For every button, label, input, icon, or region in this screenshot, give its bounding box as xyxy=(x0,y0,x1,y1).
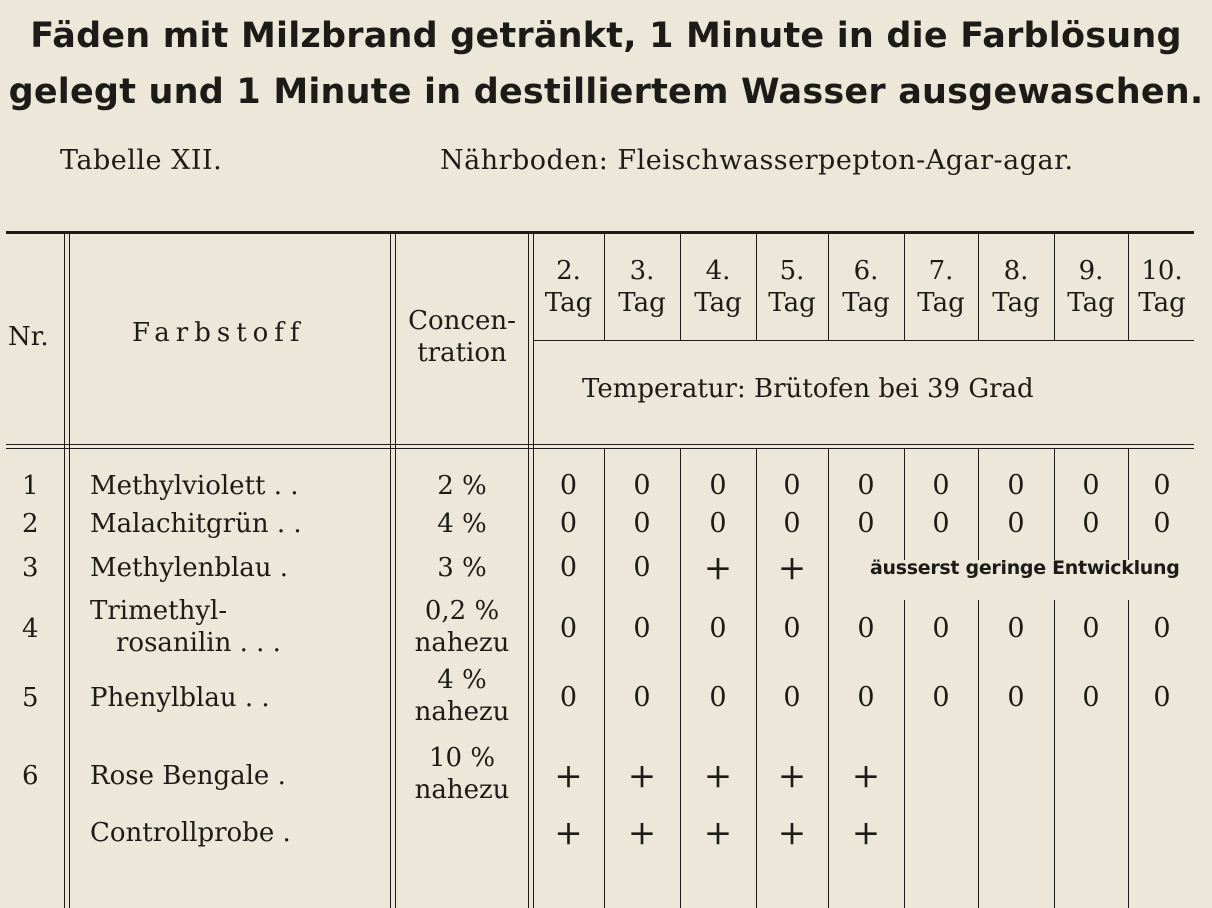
result-cell: 0 xyxy=(857,613,875,644)
col-divider xyxy=(1054,448,1055,560)
col-divider xyxy=(828,234,829,340)
header-dye: Farbstoff xyxy=(132,318,306,348)
top-rule xyxy=(6,231,1194,234)
medium-label: Nährboden: Fleischwasserpepton-Agar-agar. xyxy=(440,145,1074,176)
day-tag: Tag xyxy=(618,288,666,318)
header-nr: Nr. xyxy=(8,322,49,352)
result-cell: 0 xyxy=(1007,613,1025,644)
col-divider xyxy=(904,600,905,908)
result-cell: 0 xyxy=(709,470,727,501)
result-cell: 0 xyxy=(857,682,875,713)
col-divider xyxy=(390,234,391,908)
dye-name: Rose Bengale . xyxy=(90,761,286,791)
day-number: 7. xyxy=(928,256,954,286)
day-number: 2. xyxy=(556,256,581,286)
result-cell: + xyxy=(703,756,733,796)
concentration: 3 % xyxy=(437,553,487,583)
result-cell: 0 xyxy=(633,552,651,583)
dye-name: Methylenblau . xyxy=(90,553,289,583)
day-tag: Tag xyxy=(1138,288,1186,318)
result-cell: 0 xyxy=(1082,470,1100,501)
result-cell: 0 xyxy=(1082,682,1100,713)
result-cell: + xyxy=(777,813,807,853)
result-cell: 0 xyxy=(857,508,875,539)
day-tag: Tag xyxy=(842,288,890,318)
result-cell: 0 xyxy=(783,470,801,501)
concentration-note: nahezu xyxy=(414,628,510,658)
result-cell: 0 xyxy=(932,470,950,501)
day-number: 8. xyxy=(1003,256,1029,286)
row-number: 2 xyxy=(22,509,39,539)
result-cell: + xyxy=(554,756,583,796)
result-cell: 0 xyxy=(559,470,578,501)
dye-name: Methylviolett . . xyxy=(90,471,299,501)
row-number: 3 xyxy=(22,553,39,583)
header-rule-2 xyxy=(6,448,1194,449)
concentration: 4 % xyxy=(437,509,487,539)
col-divider xyxy=(1054,600,1055,908)
concentration-note: nahezu xyxy=(414,775,510,805)
result-cell: 0 xyxy=(559,552,578,583)
result-cell: 0 xyxy=(709,682,727,713)
result-cell: + xyxy=(627,756,657,796)
result-cell: 0 xyxy=(1082,508,1100,539)
result-cell: + xyxy=(851,756,881,796)
day-number: 6. xyxy=(853,256,879,286)
concentration: 4 % xyxy=(437,665,487,695)
col-divider xyxy=(978,600,979,908)
col-divider xyxy=(1128,600,1129,908)
dye-name: Trimethyl- xyxy=(90,596,228,626)
col-divider xyxy=(69,234,70,908)
col-divider xyxy=(1054,234,1055,340)
result-cell: 0 xyxy=(857,470,875,501)
row-number: 1 xyxy=(22,471,39,501)
day-number: 5. xyxy=(779,256,805,286)
col-divider xyxy=(604,234,605,340)
col-divider xyxy=(756,234,757,340)
concentration: 0,2 % xyxy=(424,596,500,626)
result-cell: 0 xyxy=(559,508,578,539)
col-divider xyxy=(64,234,65,908)
result-cell: 0 xyxy=(1153,508,1171,539)
day-tag: Tag xyxy=(768,288,816,318)
result-cell: 0 xyxy=(709,613,727,644)
result-note: äusserst geringe Entwicklung xyxy=(870,557,1180,579)
header-temperature: Temperatur: Brütofen bei 39 Grad xyxy=(582,374,1034,404)
result-cell: + xyxy=(703,548,733,588)
row-number: 6 xyxy=(22,761,39,791)
header-conc-1: Concen- xyxy=(408,306,516,336)
result-cell: 0 xyxy=(1153,613,1171,644)
result-cell: 0 xyxy=(709,508,727,539)
day-number: 9. xyxy=(1078,256,1104,286)
col-divider xyxy=(904,448,905,560)
header-conc-2: tration xyxy=(417,338,507,368)
result-cell: + xyxy=(627,813,657,853)
result-cell: 0 xyxy=(559,682,578,713)
result-cell: 0 xyxy=(1153,682,1171,713)
result-cell: 0 xyxy=(783,508,801,539)
col-divider xyxy=(528,234,529,908)
day-tag: Tag xyxy=(1067,288,1115,318)
dye-name: Controllprobe . xyxy=(90,818,291,848)
day-number: 4. xyxy=(705,256,731,286)
result-cell: 0 xyxy=(559,613,578,644)
concentration: 10 % xyxy=(428,743,496,773)
result-cell: 0 xyxy=(1007,470,1025,501)
concentration: 2 % xyxy=(437,471,487,501)
col-divider xyxy=(904,234,905,340)
result-cell: 0 xyxy=(633,613,651,644)
dye-name: Malachitgrün . . xyxy=(90,509,302,539)
result-cell: 0 xyxy=(633,470,651,501)
dye-name: rosanilin . . . xyxy=(116,628,281,658)
result-cell: + xyxy=(777,756,807,796)
result-cell: 0 xyxy=(783,682,801,713)
result-cell: + xyxy=(851,813,881,853)
table-label: Tabelle XII. xyxy=(60,145,223,176)
day-tag: Tag xyxy=(917,288,965,318)
day-header-rule xyxy=(533,340,1194,341)
dye-name: Phenylblau . . xyxy=(90,683,270,713)
day-tag: Tag xyxy=(544,288,593,318)
result-cell: 0 xyxy=(932,508,950,539)
day-number: 3. xyxy=(629,256,655,286)
col-divider xyxy=(680,234,681,340)
col-divider xyxy=(978,234,979,340)
result-cell: 0 xyxy=(1153,470,1171,501)
row-number: 4 xyxy=(22,614,39,644)
day-tag: Tag xyxy=(694,288,742,318)
result-cell: + xyxy=(777,548,807,588)
result-cell: 0 xyxy=(633,682,651,713)
day-number: 10. xyxy=(1141,256,1183,286)
result-cell: + xyxy=(554,813,583,853)
header-rule-1 xyxy=(6,444,1194,445)
result-cell: 0 xyxy=(633,508,651,539)
title-line-2: gelegt und 1 Minute in destilliertem Wasser ausgewaschen. xyxy=(8,72,1204,112)
result-cell: + xyxy=(703,813,733,853)
day-tag: Tag xyxy=(992,288,1040,318)
result-cell: 0 xyxy=(1007,508,1025,539)
concentration-note: nahezu xyxy=(414,697,510,727)
title-line-1: Fäden mit Milzbrand getränkt, 1 Minute in die Farblösung xyxy=(30,16,1182,56)
result-cell: 0 xyxy=(1082,613,1100,644)
col-divider xyxy=(1128,234,1129,340)
result-cell: 0 xyxy=(932,613,950,644)
col-divider xyxy=(978,448,979,560)
col-divider xyxy=(1128,448,1129,560)
result-cell: 0 xyxy=(783,613,801,644)
row-number: 5 xyxy=(22,683,39,713)
result-cell: 0 xyxy=(1007,682,1025,713)
result-cell: 0 xyxy=(932,682,950,713)
